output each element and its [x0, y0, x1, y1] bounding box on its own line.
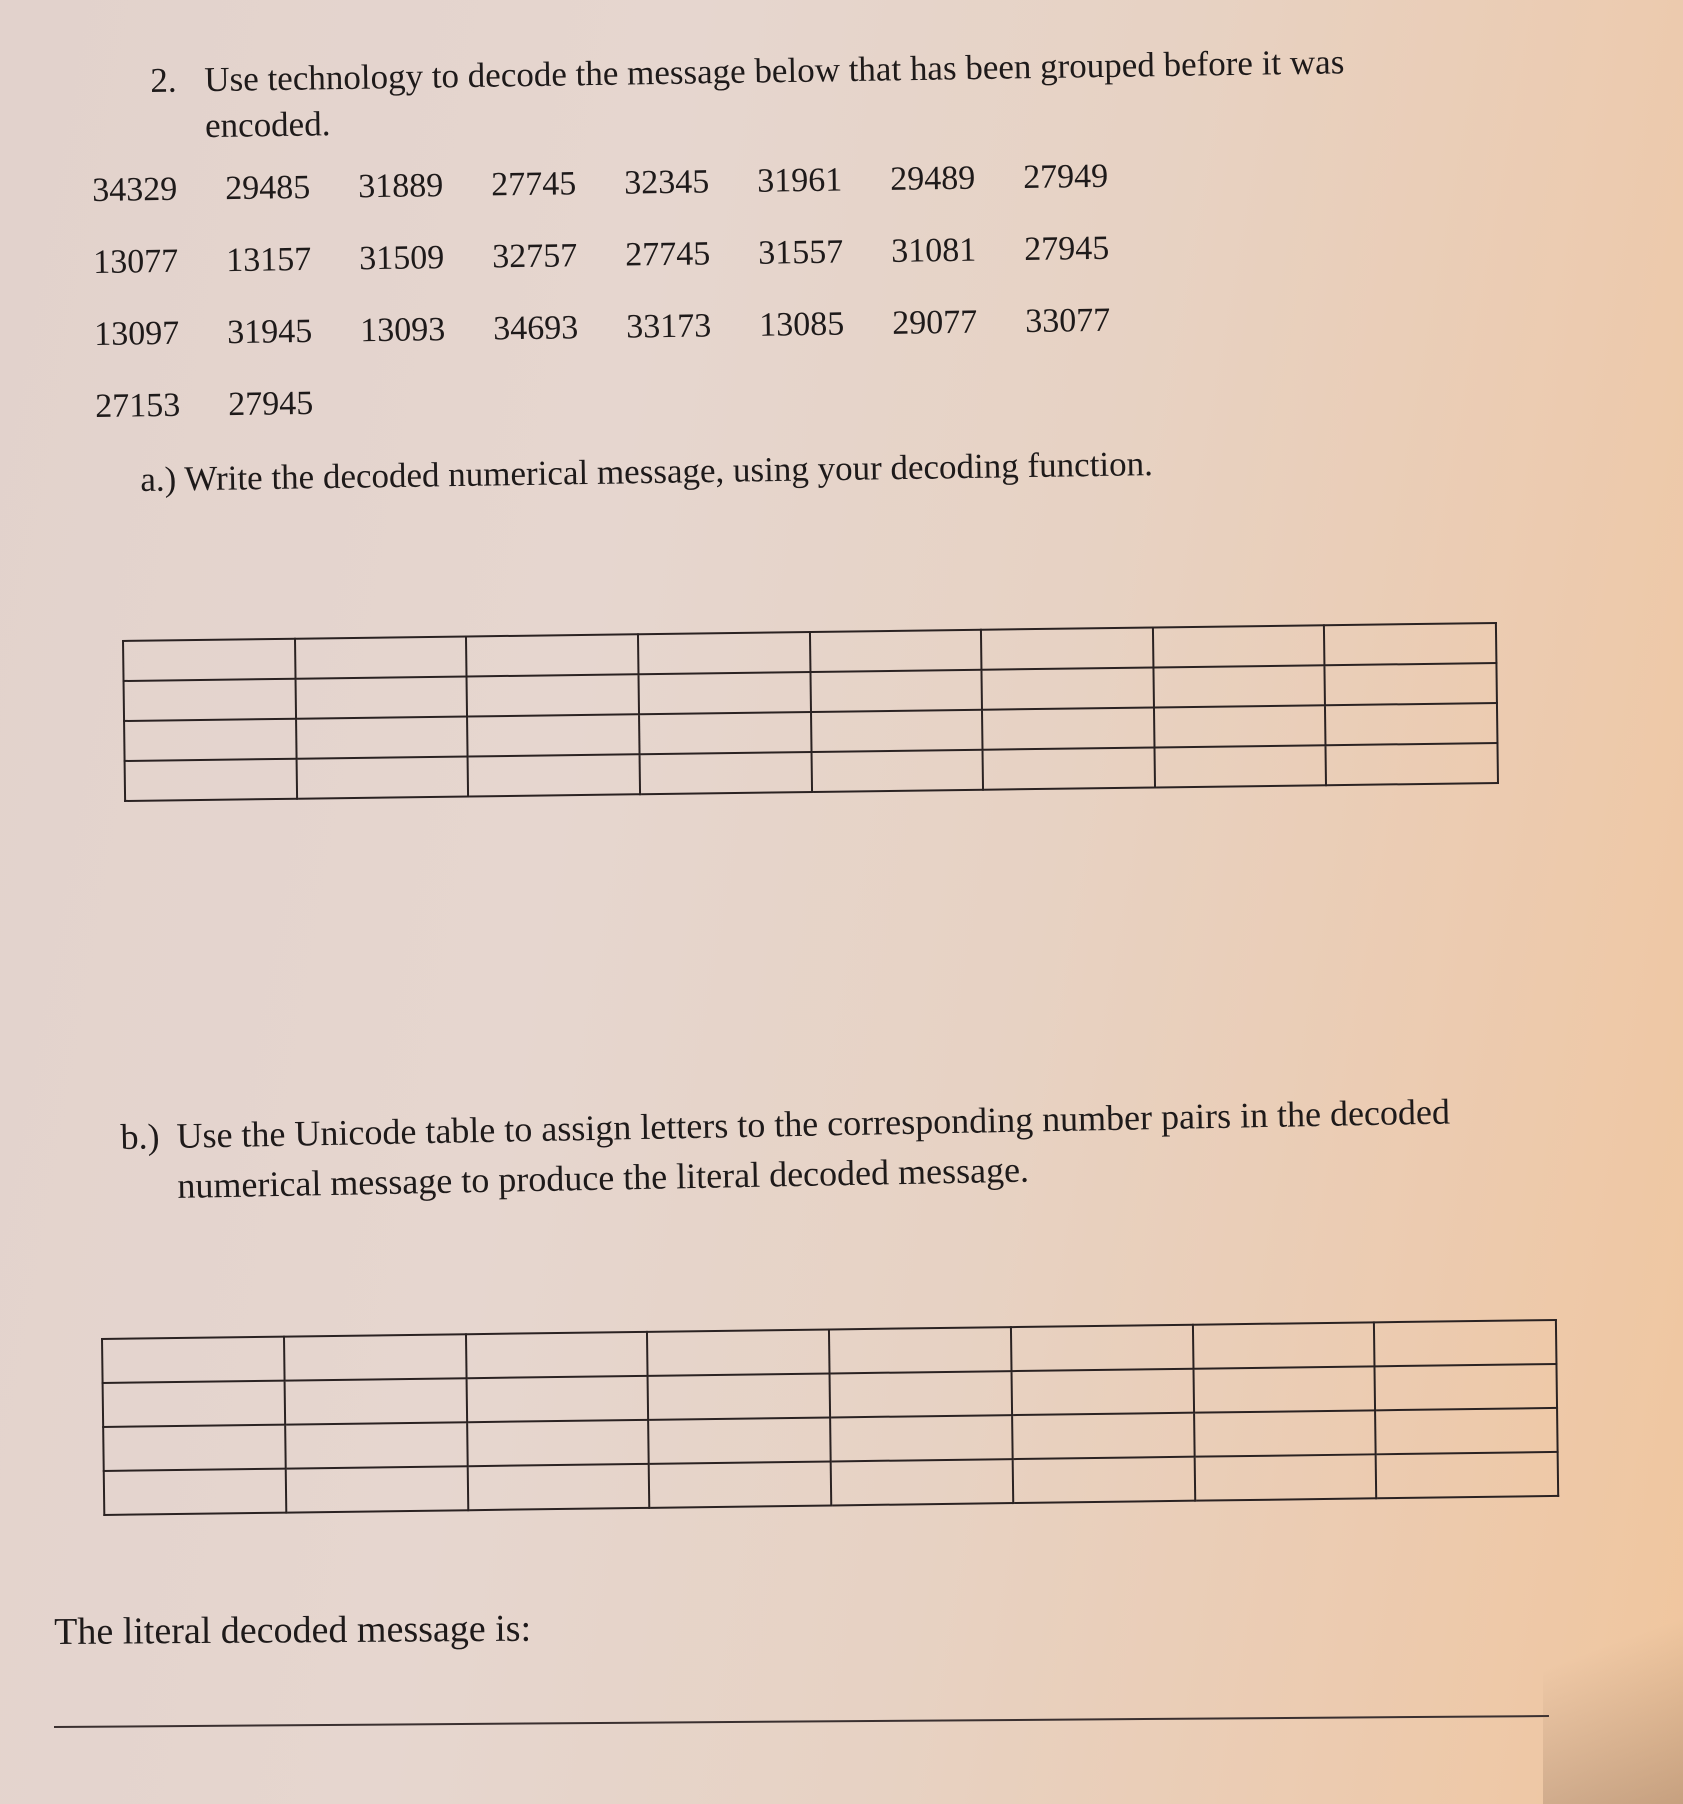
decoded-number-cell[interactable]: [809, 630, 981, 672]
letter-cell[interactable]: [284, 1334, 466, 1380]
encoded-number: 29077: [891, 303, 978, 342]
letter-cell[interactable]: [103, 1381, 285, 1427]
letter-cell[interactable]: [285, 1466, 467, 1512]
encoded-number: 31557: [757, 233, 844, 272]
encoded-number: 31961: [756, 161, 843, 200]
letter-cell[interactable]: [1194, 1454, 1376, 1500]
decoded-number-cell[interactable]: [296, 756, 468, 798]
decoded-number-cell[interactable]: [983, 747, 1155, 789]
encoded-number: 29489: [889, 159, 976, 198]
decoded-number-cell[interactable]: [124, 679, 296, 721]
letter-cell[interactable]: [1012, 1457, 1194, 1503]
decoded-number-cell[interactable]: [468, 754, 640, 796]
letter-cell[interactable]: [1193, 1366, 1375, 1412]
letter-cell[interactable]: [830, 1371, 1012, 1417]
part-b-prompt: [120, 1085, 1510, 1206]
encoded-number: 29485: [224, 168, 311, 208]
decoded-number-cell[interactable]: [296, 716, 468, 758]
answer-line[interactable]: [54, 1715, 1549, 1728]
letter-cell[interactable]: [465, 1332, 647, 1378]
decoded-numbers-table: [122, 622, 1499, 802]
letter-cell[interactable]: [1011, 1369, 1193, 1415]
question-text: Use technology to decode the message below that has been grouped before it was encoded.: [204, 42, 1345, 146]
encoded-number: 13097: [94, 314, 180, 353]
encoded-number: 31889: [357, 167, 444, 206]
decoded-number-cell[interactable]: [811, 750, 983, 792]
letter-cell[interactable]: [284, 1378, 466, 1424]
encoded-number: 31081: [890, 231, 977, 270]
question-number: 2.: [150, 60, 177, 100]
letter-cell[interactable]: [829, 1327, 1011, 1373]
letter-cell[interactable]: [466, 1376, 648, 1422]
encoded-number: 32757: [491, 237, 578, 276]
letter-cell[interactable]: [648, 1417, 830, 1463]
encoded-number: 13085: [758, 305, 845, 344]
letter-cell[interactable]: [1194, 1410, 1376, 1456]
letter-cell[interactable]: [1375, 1364, 1557, 1410]
decoded-number-cell[interactable]: [981, 628, 1153, 670]
decoded-number-cell[interactable]: [1153, 665, 1325, 707]
encoded-number: 33173: [625, 307, 712, 346]
decoded-number-cell[interactable]: [982, 708, 1154, 750]
encoded-number: 31945: [226, 312, 313, 352]
letter-cell[interactable]: [1374, 1320, 1556, 1366]
encoded-number: 27949: [1022, 157, 1109, 196]
encoded-number: 13093: [359, 311, 446, 350]
decoded-number-cell[interactable]: [1325, 703, 1497, 745]
letter-cell[interactable]: [1375, 1408, 1557, 1454]
encoded-number: 13157: [225, 240, 312, 280]
decoded-number-cell[interactable]: [811, 710, 983, 752]
encoded-number: 34693: [492, 309, 579, 348]
decoded-number-cell[interactable]: [810, 670, 982, 712]
bleed-through-text: [300, 8, 1400, 38]
encoded-number: 33077: [1024, 301, 1111, 340]
part-a-label: a.): [140, 459, 177, 499]
decoded-number-cell[interactable]: [1154, 705, 1326, 747]
letter-cell[interactable]: [1192, 1322, 1374, 1368]
part-b-text: Use the Unicode table to assign letters to the corresponding number pairs in the decoded numerical message to produce the literal decoded message.: [176, 1091, 1451, 1206]
question-2: [150, 38, 1400, 146]
letter-cell[interactable]: [831, 1459, 1013, 1505]
encoded-number: 27945: [228, 384, 314, 424]
encoded-number: 34329: [92, 170, 178, 209]
decoded-number-cell[interactable]: [295, 676, 467, 718]
decoded-number-cell[interactable]: [1326, 743, 1498, 785]
decoded-number-cell[interactable]: [467, 714, 639, 756]
encoded-number: 32345: [623, 163, 710, 202]
encoded-numbers-block: [92, 157, 1146, 460]
decoded-number-cell[interactable]: [1325, 663, 1497, 705]
decoded-number-cell[interactable]: [638, 672, 810, 714]
decoded-number-cell[interactable]: [295, 636, 467, 678]
decoded-number-cell[interactable]: [1154, 745, 1326, 787]
letter-cell[interactable]: [104, 1469, 286, 1515]
encoded-number: 27745: [624, 235, 711, 274]
letter-cell[interactable]: [649, 1461, 831, 1507]
decoded-number-cell[interactable]: [123, 639, 295, 681]
letters-table: [101, 1319, 1559, 1516]
letter-cell[interactable]: [103, 1425, 285, 1471]
part-a-text: Write the decoded numerical message, using your decoding function.: [184, 444, 1154, 499]
encoded-number: 13077: [93, 242, 179, 281]
letter-cell[interactable]: [648, 1373, 830, 1419]
decoded-number-cell[interactable]: [639, 752, 811, 794]
decoded-number-cell[interactable]: [1153, 625, 1325, 667]
decoded-number-cell[interactable]: [1324, 623, 1496, 665]
decoded-number-cell[interactable]: [467, 674, 639, 716]
letter-cell[interactable]: [102, 1337, 284, 1383]
letter-cell[interactable]: [830, 1415, 1012, 1461]
part-b-label: b.): [120, 1116, 160, 1157]
decoded-number-cell[interactable]: [638, 632, 810, 674]
letter-cell[interactable]: [1012, 1413, 1194, 1459]
decoded-number-cell[interactable]: [639, 712, 811, 754]
literal-message-label: The literal decoded message is:: [54, 1607, 532, 1653]
letter-cell[interactable]: [467, 1464, 649, 1510]
letter-cell[interactable]: [467, 1420, 649, 1466]
encoded-number: 31509: [358, 239, 445, 278]
decoded-number-cell[interactable]: [124, 719, 296, 761]
letter-cell[interactable]: [1376, 1452, 1558, 1498]
encoded-number: 27153: [95, 386, 181, 425]
page-shadow: [1543, 1544, 1683, 1804]
decoded-number-cell[interactable]: [982, 668, 1154, 710]
decoded-number-cell[interactable]: [466, 634, 638, 676]
letter-cell[interactable]: [1011, 1325, 1193, 1371]
letter-cell[interactable]: [285, 1422, 467, 1468]
letter-cell[interactable]: [647, 1329, 829, 1375]
encoded-number: 27945: [1023, 229, 1110, 268]
decoded-number-cell[interactable]: [125, 759, 297, 801]
encoded-number: 27745: [490, 165, 577, 204]
